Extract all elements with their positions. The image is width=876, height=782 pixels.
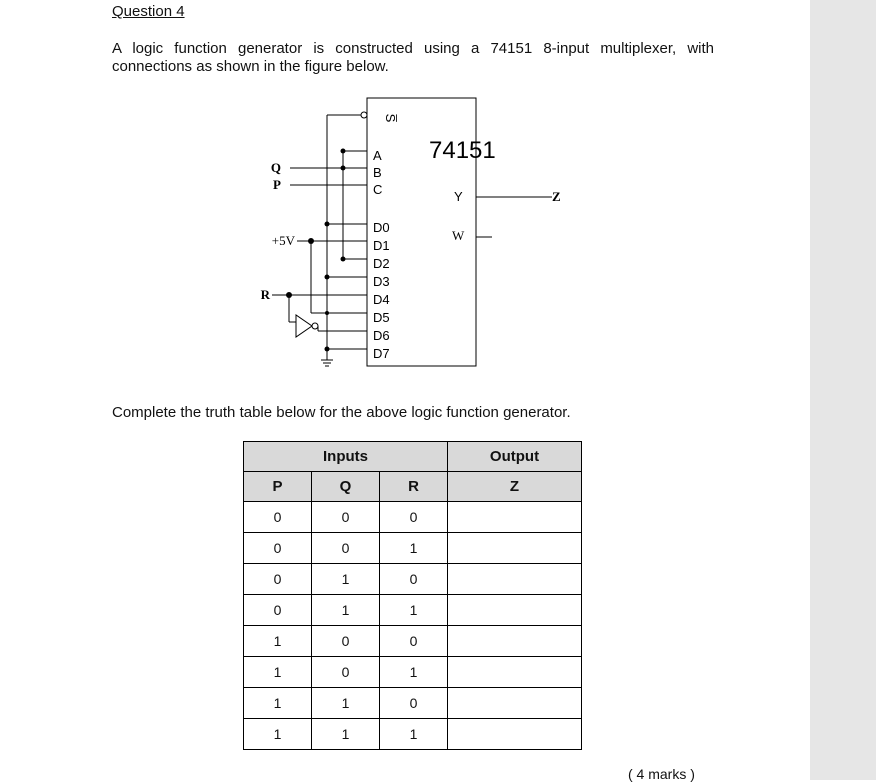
pin-y-label: Y <box>454 189 463 204</box>
pin-d3-label: D3 <box>373 274 390 289</box>
pin-d6-label: D6 <box>373 328 390 343</box>
pin-d2-label: D2 <box>373 256 390 271</box>
marks-label: ( 4 marks ) <box>628 766 695 782</box>
inputs-header: Inputs <box>244 442 448 472</box>
inverter-gate <box>296 315 312 337</box>
q-label: Q <box>270 160 281 175</box>
cell-r: 1 <box>380 595 448 626</box>
cell-p: 0 <box>244 564 312 595</box>
pin-d1-label: D1 <box>373 238 390 253</box>
strobe-bubble <box>361 112 367 118</box>
cell-z[interactable] <box>448 502 582 533</box>
cell-r: 1 <box>380 719 448 750</box>
question-intro: A logic function generator is constructed using a 74151 8-input multiplexer, with connections as shown in the figure below. <box>112 40 714 75</box>
table-row <box>244 595 582 626</box>
pin-d4-label: D4 <box>373 292 390 307</box>
col-header-r: R <box>380 472 448 502</box>
cell-q: 0 <box>312 626 380 657</box>
table-row <box>244 502 582 533</box>
cell-q: 1 <box>312 719 380 750</box>
output-header: Output <box>448 442 582 472</box>
cell-p: 0 <box>244 502 312 533</box>
side-margin <box>809 0 876 780</box>
pin-a-label: A <box>373 148 382 163</box>
cell-z[interactable] <box>448 657 582 688</box>
cell-r: 0 <box>380 626 448 657</box>
question-title: Question 4 <box>112 3 185 20</box>
col-header-z: Z <box>448 472 582 502</box>
table-row <box>244 657 582 688</box>
pin-w-label: W <box>452 228 465 243</box>
pin-d7-label: D7 <box>373 346 390 361</box>
pin-d5-label: D5 <box>373 310 390 325</box>
cell-z[interactable] <box>448 688 582 719</box>
output-z-label: Z <box>552 189 561 204</box>
mux-circuit-diagram <box>0 0 810 400</box>
pin-c-label: C <box>373 182 383 197</box>
truth-table <box>243 441 582 750</box>
cell-r: 0 <box>380 688 448 719</box>
cell-z[interactable] <box>448 626 582 657</box>
cell-r: 1 <box>380 533 448 564</box>
cell-p: 1 <box>244 657 312 688</box>
cell-z[interactable] <box>448 719 582 750</box>
p-label: P <box>273 177 281 192</box>
r-label: R <box>260 287 270 302</box>
cell-r: 0 <box>380 502 448 533</box>
cell-q: 0 <box>312 533 380 564</box>
table-row <box>244 719 582 750</box>
cell-z[interactable] <box>448 564 582 595</box>
table-row <box>244 533 582 564</box>
supply-label: +5V <box>271 233 295 248</box>
cell-z[interactable] <box>448 595 582 626</box>
cell-p: 1 <box>244 688 312 719</box>
cell-p: 1 <box>244 719 312 750</box>
col-header-p: P <box>244 472 312 502</box>
cell-z[interactable] <box>448 533 582 564</box>
strobe-label: S̅ <box>383 113 398 123</box>
cell-r: 0 <box>380 564 448 595</box>
col-header-q: Q <box>312 472 380 502</box>
table-row <box>244 688 582 719</box>
cell-p: 0 <box>244 533 312 564</box>
cell-p: 0 <box>244 595 312 626</box>
cell-q: 0 <box>312 657 380 688</box>
cell-q: 1 <box>312 688 380 719</box>
cell-q: 0 <box>312 502 380 533</box>
cell-q: 1 <box>312 595 380 626</box>
question-instruction: Complete the truth table below for the above logic function generator. <box>112 404 571 421</box>
chip-name-label: 74151 <box>429 137 496 164</box>
truth-table-column-header <box>244 472 582 502</box>
pin-b-label: B <box>373 165 382 180</box>
cell-p: 1 <box>244 626 312 657</box>
table-row <box>244 564 582 595</box>
table-row <box>244 626 582 657</box>
truth-table-group-header <box>244 442 582 472</box>
cell-r: 1 <box>380 657 448 688</box>
pin-d0-label: D0 <box>373 220 390 235</box>
cell-q: 1 <box>312 564 380 595</box>
